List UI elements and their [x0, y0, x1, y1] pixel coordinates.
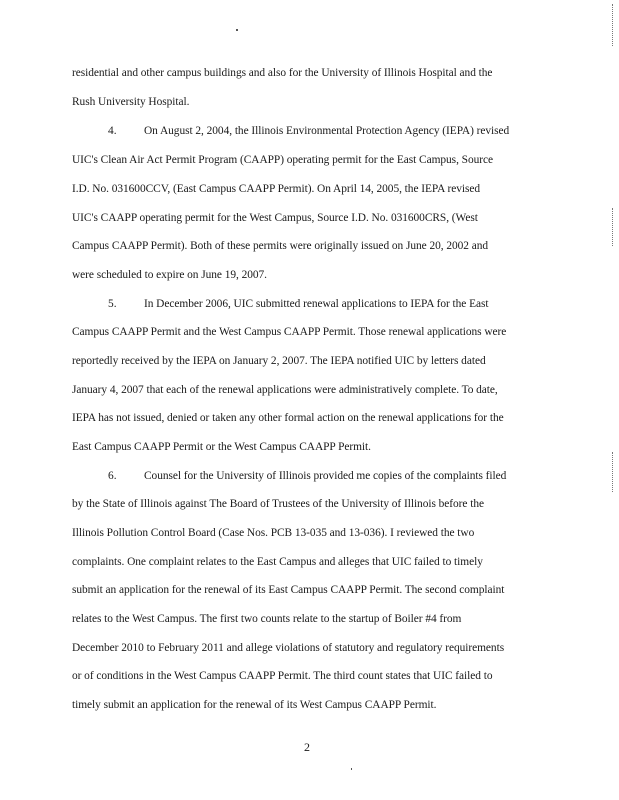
text-line: Campus CAAPP Permit). Both of these permits were originally issued on June 20, 2002 and — [72, 240, 489, 252]
text-line: Rush University Hospital. — [72, 96, 190, 108]
text-line: Illinois Pollution Control Board (Case Nos. PCB 13-035 and 13-036). I reviewed the two — [72, 527, 475, 539]
paragraph-number: 6. — [108, 470, 117, 482]
text-line: I.D. No. 031600CCV, (East Campus CAAPP Permit). On April 14, 2005, the IEPA revised — [72, 183, 481, 195]
text-line: Campus CAAPP Permit and the West Campus CAAPP Permit. Those renewal applications were — [72, 326, 507, 338]
scan-edge-mark — [612, 452, 614, 492]
text-line: In December 2006, UIC submitted renewal applications to IEPA for the East — [144, 298, 489, 310]
scan-edge-mark — [612, 208, 614, 246]
text-line: December 2010 to February 2011 and allege violations of statutory and regulatory requirements — [72, 642, 505, 654]
scan-speck — [236, 29, 238, 31]
text-line: Counsel for the University of Illinois provided me copies of the complaints filed — [144, 470, 507, 482]
text-line: relates to the West Campus. The first two counts relate to the startup of Boiler #4 from — [72, 613, 462, 625]
text-line: IEPA has not issued, denied or taken any other formal action on the renewal applications for the — [72, 412, 504, 424]
text-line: reportedly received by the IEPA on January 2, 2007. The IEPA notified UIC by letters dated — [72, 355, 486, 367]
paragraph-number: 5. — [108, 298, 117, 310]
text-line: UIC's Clean Air Act Permit Program (CAAPP) operating permit for the East Campus, Source — [72, 154, 493, 166]
scan-speck — [351, 768, 352, 770]
text-line: complaints. One complaint relates to the East Campus and alleges that UIC failed to timely — [72, 556, 483, 568]
text-line: timely submit an application for the renewal of its West Campus CAAPP Permit. — [72, 699, 437, 711]
text-line: On August 2, 2004, the Illinois Environmental Protection Agency (IEPA) revised — [144, 125, 510, 137]
text-line: were scheduled to expire on June 19, 2007. — [72, 269, 267, 281]
page-number: 2 — [304, 740, 310, 754]
text-line: submit an application for the renewal of its East Campus CAAPP Permit. The second complaint — [72, 584, 505, 596]
text-line: UIC's CAAPP operating permit for the West Campus, Source I.D. No. 031600CRS, (West — [72, 212, 478, 224]
scan-edge-mark — [612, 4, 614, 46]
text-line: East Campus CAAPP Permit or the West Campus CAAPP Permit. — [72, 441, 371, 453]
text-line: or of conditions in the West Campus CAAPP Permit. The third count states that UIC failed to — [72, 670, 493, 682]
text-line: January 4, 2007 that each of the renewal applications were administratively complete. To date, — [72, 384, 498, 396]
text-line: by the State of Illinois against The Board of Trustees of the University of Illinois before the — [72, 498, 484, 510]
text-line: residential and other campus buildings and also for the University of Illinois Hospital and the — [72, 67, 493, 79]
paragraph-number: 4. — [108, 125, 117, 137]
